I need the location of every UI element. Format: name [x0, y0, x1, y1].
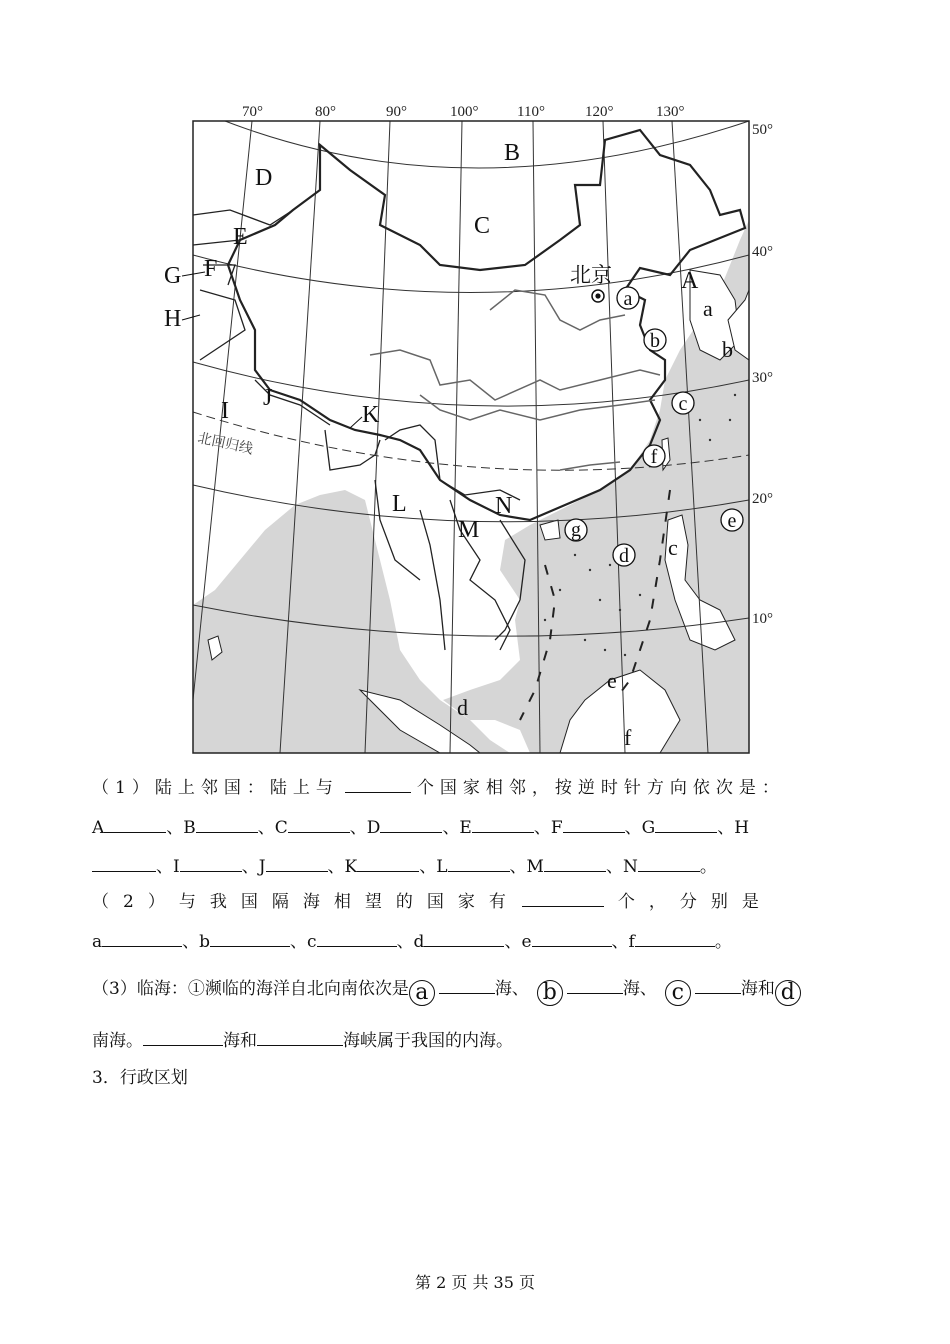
q1-label: 、H	[717, 818, 750, 838]
lon-label: 120°	[585, 104, 614, 120]
q3-text: 南海。	[92, 1031, 143, 1051]
q1-blank[interactable]	[104, 831, 166, 833]
land-letter: J	[263, 385, 273, 411]
q2-blank[interactable]	[532, 945, 612, 947]
q2-text2: 个，分别是	[617, 892, 773, 912]
lat-label: 10°	[752, 611, 773, 627]
q1-label: 、N	[605, 857, 638, 877]
q1-text2: 个国家相邻，按逆时针方向依次是：	[416, 778, 785, 798]
island-letter: c	[668, 535, 678, 560]
q2-line2	[92, 927, 732, 952]
q3-sea-text: 海和	[740, 979, 775, 999]
sea-circle	[613, 544, 635, 567]
lon-label: 100°	[450, 104, 479, 120]
q2-blank[interactable]	[102, 945, 182, 947]
q1-blank-count[interactable]	[345, 791, 411, 793]
q2-label: 、b	[182, 932, 211, 952]
sea-circle-c: c	[665, 980, 691, 1006]
sea-circle	[565, 519, 587, 541]
q3-text: 海峡属于我国的内海。	[343, 1031, 513, 1051]
land-letter: H	[164, 306, 182, 332]
lon-label: 130°	[656, 104, 685, 120]
svg-text:c: c	[678, 393, 688, 415]
q3-line1	[92, 974, 801, 1006]
q1-blank[interactable]	[266, 870, 328, 872]
q1-blank[interactable]	[92, 870, 156, 872]
q1-label: A	[92, 818, 105, 838]
q1-label: 、E	[442, 818, 472, 838]
land-letter: B	[504, 140, 521, 166]
longitude-labels	[242, 104, 685, 120]
q2-label: 、d	[396, 932, 425, 952]
svg-text:e: e	[727, 510, 737, 532]
q1-label: 。	[699, 857, 717, 877]
lon-label: 70°	[242, 104, 263, 120]
tropic-label: 北回归线	[196, 430, 255, 458]
q2-line1	[92, 887, 773, 912]
sea-circle	[644, 329, 666, 352]
q1-label: 、C	[257, 818, 288, 838]
q2-blank[interactable]	[635, 945, 715, 947]
q1-blank[interactable]	[180, 870, 242, 872]
beijing-label: 北京	[570, 263, 612, 287]
lon-label: 110°	[517, 104, 545, 120]
land-letter: N	[495, 493, 513, 519]
sea-circle-b: b	[537, 980, 563, 1006]
section-3-heading: 3．行政区划	[92, 1068, 188, 1088]
q1-line1	[92, 773, 785, 798]
q1-blank[interactable]	[380, 831, 442, 833]
q1-text1: （1）陆上邻国：陆上与	[92, 778, 339, 798]
land-letter: C	[474, 213, 491, 239]
land-letter: L	[392, 491, 407, 517]
svg-text:b: b	[650, 330, 660, 352]
q2-label: 、f	[611, 932, 635, 952]
q2-blank[interactable]	[424, 945, 504, 947]
q2-label: a	[92, 932, 103, 952]
island-letter: d	[457, 695, 468, 720]
lon-label: 80°	[315, 104, 336, 120]
q3-blank[interactable]	[695, 992, 741, 994]
q1-blank[interactable]	[544, 870, 606, 872]
q2-label: 。	[714, 932, 732, 952]
land-letter: A	[681, 268, 699, 294]
island-letter: e	[607, 668, 617, 693]
q1-label: 、M	[509, 857, 544, 877]
q3-blank[interactable]	[143, 1044, 223, 1046]
svg-text:a: a	[623, 288, 633, 310]
q1-label: 、J	[241, 857, 266, 877]
q3-blank[interactable]	[257, 1044, 343, 1046]
q3-sea-text: 海、	[494, 979, 529, 999]
q1-line3	[92, 852, 717, 877]
sea-circle	[617, 287, 639, 310]
q2-blank[interactable]	[317, 945, 397, 947]
sea-circle-d: d	[775, 980, 801, 1006]
q2-label: 、c	[290, 932, 317, 952]
land-letter: I	[221, 398, 229, 424]
q3-sea-text: 海、	[622, 979, 657, 999]
lon-label: 90°	[386, 104, 407, 120]
island-letter: a	[703, 296, 713, 321]
q2-blank[interactable]	[210, 945, 290, 947]
latitude-labels	[752, 122, 773, 627]
q2-blank-count[interactable]	[522, 905, 604, 907]
sea-circle	[721, 509, 743, 532]
q2-text1: （2）与我国隔海相望的国家有	[92, 892, 520, 912]
land-letter: K	[362, 402, 380, 428]
q1-blank[interactable]	[288, 831, 350, 833]
q1-label: 、I	[156, 857, 180, 877]
q1-label: 、G	[624, 818, 656, 838]
q1-blank[interactable]	[655, 831, 717, 833]
land-letter: E	[233, 224, 248, 250]
sea-circle	[643, 445, 665, 468]
land-letter: M	[458, 517, 480, 543]
q1-blank[interactable]	[563, 831, 625, 833]
lat-label: 40°	[752, 244, 773, 260]
lat-label: 50°	[752, 122, 773, 138]
page-footer: 第 2 页 共 35 页	[415, 1273, 535, 1292]
q1-label: 、D	[349, 818, 381, 838]
island-letter: f	[624, 725, 632, 750]
q1-blank[interactable]	[472, 831, 534, 833]
island-letter: b	[722, 337, 733, 362]
q3-line2	[92, 1026, 513, 1051]
q1-label: 、B	[166, 818, 196, 838]
q1-blank[interactable]	[357, 870, 419, 872]
lat-label: 30°	[752, 370, 773, 386]
q3-prefix: （3）临海：①濒临的海洋自北向南依次是	[92, 979, 409, 999]
svg-text:g: g	[571, 519, 581, 541]
q1-blank[interactable]	[448, 870, 510, 872]
q1-line2	[92, 813, 749, 838]
q2-label: 、e	[504, 932, 532, 952]
q1-label: 、L	[419, 857, 448, 877]
land-letter: G	[164, 263, 182, 289]
q1-label: 、K	[327, 857, 358, 877]
sea-circle	[672, 392, 694, 415]
svg-text:f: f	[650, 446, 658, 468]
sea-circle-a: a	[409, 980, 435, 1006]
lat-label: 20°	[752, 491, 773, 507]
q3-blank[interactable]	[567, 992, 623, 994]
q3-blank[interactable]	[439, 992, 495, 994]
q1-blank[interactable]	[638, 870, 700, 872]
q1-label: 、F	[533, 818, 563, 838]
svg-text:d: d	[619, 545, 629, 567]
q1-blank[interactable]	[196, 831, 258, 833]
land-letter: D	[255, 165, 273, 191]
land-letter: F	[204, 256, 218, 282]
q3-text: 海和	[223, 1031, 257, 1051]
